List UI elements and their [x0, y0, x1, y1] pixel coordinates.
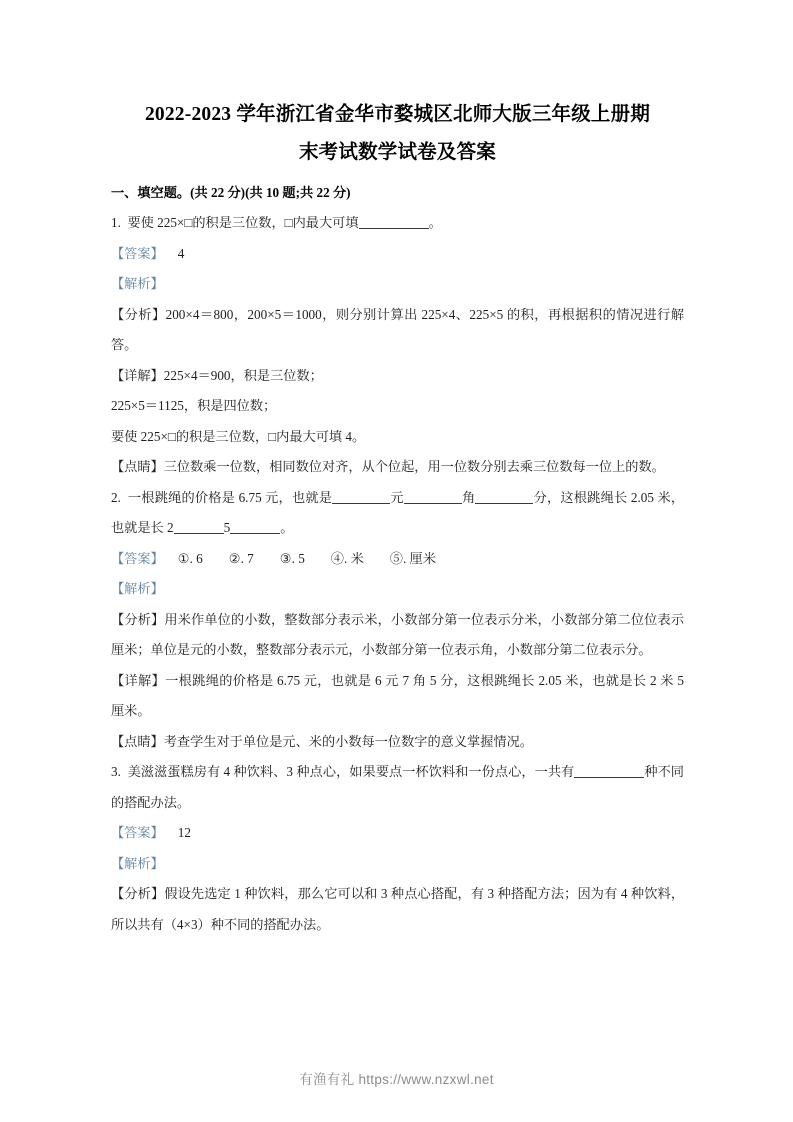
analysis-block	[111, 605, 684, 666]
answer-item: ②. 7	[228, 550, 254, 566]
answer-item: ⑤. 厘米	[389, 550, 436, 566]
question-number: 2.	[111, 489, 121, 505]
key-point-text: 考查学生对于单位是元、米的小数每一位数字的意义掌握情况。	[163, 733, 533, 749]
question-stem-text: 要使 225×□的积是三位数，□内最大可填	[127, 215, 359, 230]
explanation-label: 【解析】	[111, 581, 164, 596]
question-stem	[111, 483, 684, 544]
question-stem-tail: 。	[428, 215, 442, 230]
answer-line	[111, 239, 684, 270]
question-stem-value: 5	[223, 520, 231, 535]
detail-label: 【详解】	[111, 672, 166, 688]
answer-label: 【答案】	[111, 550, 164, 566]
answer-value: 12	[177, 825, 191, 840]
answer-blank	[404, 503, 462, 504]
answer-label: 【答案】	[111, 825, 164, 840]
answer-blank	[174, 533, 224, 534]
answer-blank	[359, 228, 429, 229]
explanation-label-line	[111, 574, 684, 605]
key-point-label: 【点睛】	[111, 733, 164, 749]
page-title-line-1: 2022-2023 学年浙江省金华市婺城区北师大版三年级上册期	[144, 104, 651, 125]
question-stem-unit: 角	[461, 489, 476, 505]
answer-blank	[574, 777, 644, 778]
analysis-text: 200×4＝800，200×5＝1000，则分别计算出 225×4、225×5 的积，再根据积的情况进行解答。	[111, 306, 685, 352]
analysis-label: 【分析】	[111, 886, 165, 901]
answer-item: ③. 5	[279, 550, 305, 566]
answer-item: ①. 6	[177, 550, 203, 566]
detail-line: 225×5＝1125，积是四位数；	[111, 398, 277, 413]
question-stem-tail: 种不同的搭配办法。	[111, 764, 684, 810]
answer-blank	[230, 533, 280, 534]
question-stem	[111, 757, 684, 818]
analysis-label: 【分析】	[111, 611, 165, 627]
answer-blank	[475, 503, 533, 504]
answer-line	[111, 818, 684, 849]
key-point-block	[111, 727, 684, 758]
detail-text: 一根跳绳的价格是 6.75 元，也就是 6 元 7 角 5 分，这根跳绳长 2.05 米，也就是长 2 米 5 厘米。	[111, 672, 685, 718]
section-header: 一、填空题。(共 22 分)(共 10 题;共 22 分)	[111, 185, 351, 200]
detail-text: 225×4＝900，积是三位数；	[163, 367, 323, 383]
detail-block	[111, 666, 684, 727]
answer-line	[111, 544, 684, 575]
analysis-text: 假设先选定 1 种饮料，那么它可以和 3 种点心搭配，有 3 种搭配方法；因为有 4 种饮料，所以共有（4×3）种不同的搭配办法。	[111, 886, 685, 932]
answer-label: 【答案】	[111, 245, 164, 261]
question-number: 3.	[111, 764, 121, 779]
detail-line: 要使 225×□的积是三位数，□内最大可填 4。	[111, 428, 366, 444]
question-stem-unit: 元	[390, 489, 404, 505]
explanation-label: 【解析】	[111, 855, 164, 871]
analysis-text: 用米作单位的小数，整数部分表示米，小数部分第一位表示分米，小数部分第二位位表示厘米；单位是元的小数，整数部分表示元，小数部分第一位表示角，小数部分第二位表示分。	[111, 611, 685, 657]
detail-label: 【详解】	[111, 367, 164, 383]
answer-blank	[332, 503, 390, 504]
analysis-label: 【分析】	[111, 306, 166, 322]
question-number: 1.	[111, 215, 121, 230]
answer-value: 4	[177, 245, 185, 261]
explanation-label: 【解析】	[111, 276, 164, 291]
page-title	[111, 96, 684, 172]
document-content	[111, 96, 684, 940]
explanation-label-line	[111, 269, 684, 300]
analysis-block	[111, 300, 684, 361]
question-stem-text: 一根跳绳的价格是 6.75 元，也就是	[127, 489, 333, 505]
question-stem-tail: 。	[280, 520, 294, 535]
question-stem	[111, 208, 684, 239]
footer-watermark: 有渔有礼 https://www.nzxwl.net	[299, 1072, 494, 1087]
analysis-block	[111, 879, 684, 940]
detail-block	[111, 361, 684, 392]
answer-item: ④. 米	[330, 550, 364, 566]
page-title-line-2: 末考试数学试卷及答案	[298, 142, 496, 163]
key-point-text: 三位数乘一位数，相同数位对齐，从个位起，用一位数分别去乘三位数每一位上的数。	[163, 459, 665, 474]
key-point-block	[111, 452, 684, 483]
explanation-label-line	[111, 849, 684, 880]
key-point-label: 【点睛】	[111, 459, 164, 474]
question-stem-text: 美滋滋蛋糕房有 4 种饮料、3 种点心，如果要点一杯饮料和一份点心，一共有	[127, 764, 575, 779]
question-stem-text: 分，这根跳绳长 2.05 米，也就是长 2	[111, 489, 685, 535]
